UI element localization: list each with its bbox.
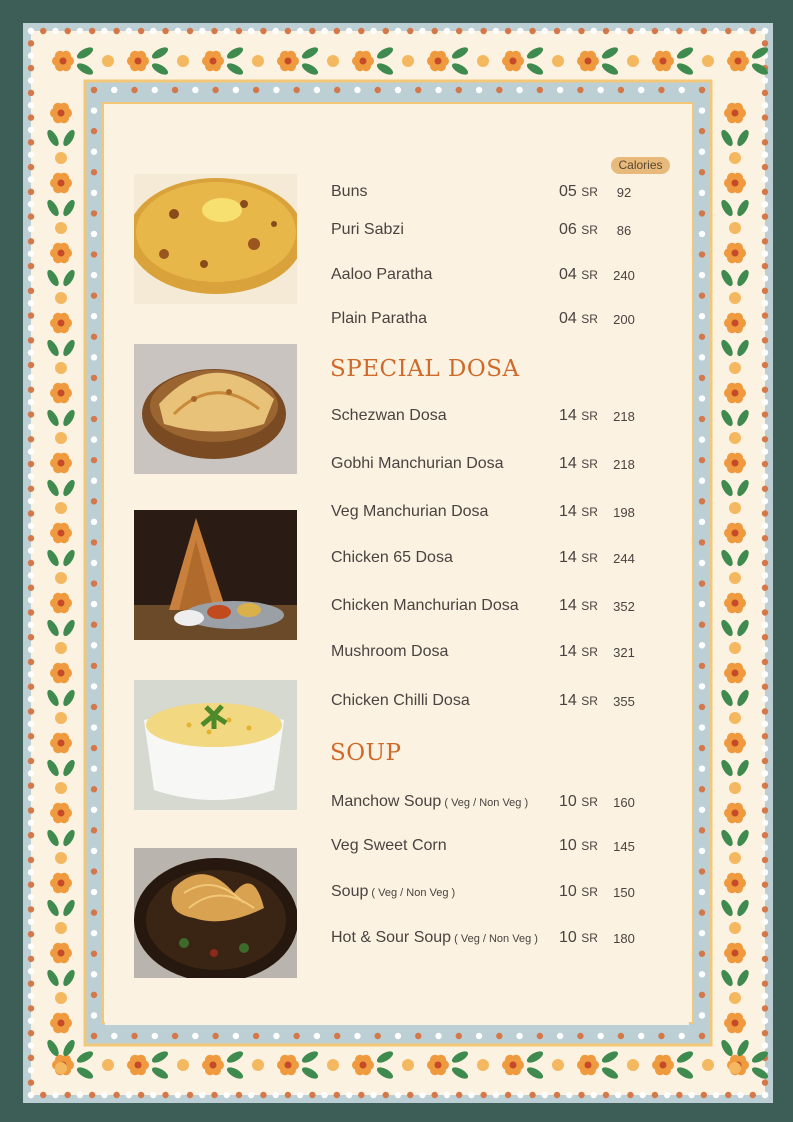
item-price: 05 SR <box>559 183 598 200</box>
item-price: 14 SR <box>559 503 598 520</box>
paratha-photo <box>134 174 297 304</box>
item-name: Gobhi Manchurian Dosa <box>331 455 504 472</box>
menu-item <box>331 883 671 907</box>
item-calories: 198 <box>613 505 635 520</box>
item-price: 14 SR <box>559 455 598 472</box>
item-price: 06 SR <box>559 221 598 238</box>
item-price: 14 SR <box>559 643 598 660</box>
section-heading-special-dosa: SPECIAL DOSA <box>330 356 520 382</box>
item-price: 04 SR <box>559 310 598 327</box>
item-calories: 240 <box>613 268 635 283</box>
item-calories: 150 <box>613 885 635 900</box>
item-calories: 355 <box>613 694 635 709</box>
menu-item <box>331 183 671 207</box>
item-price: 14 SR <box>559 549 598 566</box>
item-price: 10 SR <box>559 837 598 854</box>
item-calories: 244 <box>613 551 635 566</box>
item-name: Soup ( Veg / Non Veg ) <box>331 883 456 900</box>
item-price: 14 SR <box>559 407 598 424</box>
section-heading-soup: SOUP <box>330 740 402 766</box>
item-name: Buns <box>331 183 368 200</box>
item-calories: 218 <box>613 457 635 472</box>
calories-badge: Calories <box>611 157 670 174</box>
item-name: Chicken Chilli Dosa <box>331 692 470 709</box>
menu-item <box>331 549 671 573</box>
menu-item <box>331 407 671 431</box>
menu-item <box>331 221 671 245</box>
item-name: Hot & Sour Soup ( Veg / Non Veg ) <box>331 929 538 946</box>
item-calories: 145 <box>613 839 635 854</box>
item-name: Chicken Manchurian Dosa <box>331 597 519 614</box>
item-price: 04 SR <box>559 266 598 283</box>
item-price: 14 SR <box>559 692 598 709</box>
item-name: Puri Sabzi <box>331 221 404 238</box>
item-price: 10 SR <box>559 793 598 810</box>
menu-item <box>331 266 671 290</box>
item-name: Plain Paratha <box>331 310 428 327</box>
item-calories: 180 <box>613 931 635 946</box>
item-calories: 321 <box>613 645 635 660</box>
item-name: Veg Sweet Corn <box>331 837 447 854</box>
corn-soup-photo <box>134 680 297 810</box>
menu-item <box>331 793 671 817</box>
item-price: 14 SR <box>559 597 598 614</box>
noodle-soup-photo <box>134 848 297 978</box>
menu-item <box>331 692 671 716</box>
item-name: Manchow Soup ( Veg / Non Veg ) <box>331 793 529 810</box>
item-calories: 92 <box>616 185 632 200</box>
menu-item <box>331 597 671 621</box>
basket-paratha-photo <box>134 344 297 474</box>
menu-item <box>331 837 671 861</box>
item-calories: 352 <box>613 599 635 614</box>
menu-item <box>331 503 671 527</box>
item-calories: 200 <box>613 312 635 327</box>
item-name: Aaloo Paratha <box>331 266 433 283</box>
item-calories: 218 <box>613 409 635 424</box>
item-name: Mushroom Dosa <box>331 643 449 660</box>
menu-item <box>331 310 671 334</box>
menu-item <box>331 643 671 667</box>
item-calories: 160 <box>613 795 635 810</box>
item-name: Veg Manchurian Dosa <box>331 503 489 520</box>
menu-item <box>331 929 671 953</box>
menu-item <box>331 455 671 479</box>
item-name: Schezwan Dosa <box>331 407 447 424</box>
item-price: 10 SR <box>559 929 598 946</box>
item-price: 10 SR <box>559 883 598 900</box>
item-calories: 86 <box>616 223 632 238</box>
item-name: Chicken 65 Dosa <box>331 549 453 566</box>
dosa-cone-photo <box>134 510 297 640</box>
